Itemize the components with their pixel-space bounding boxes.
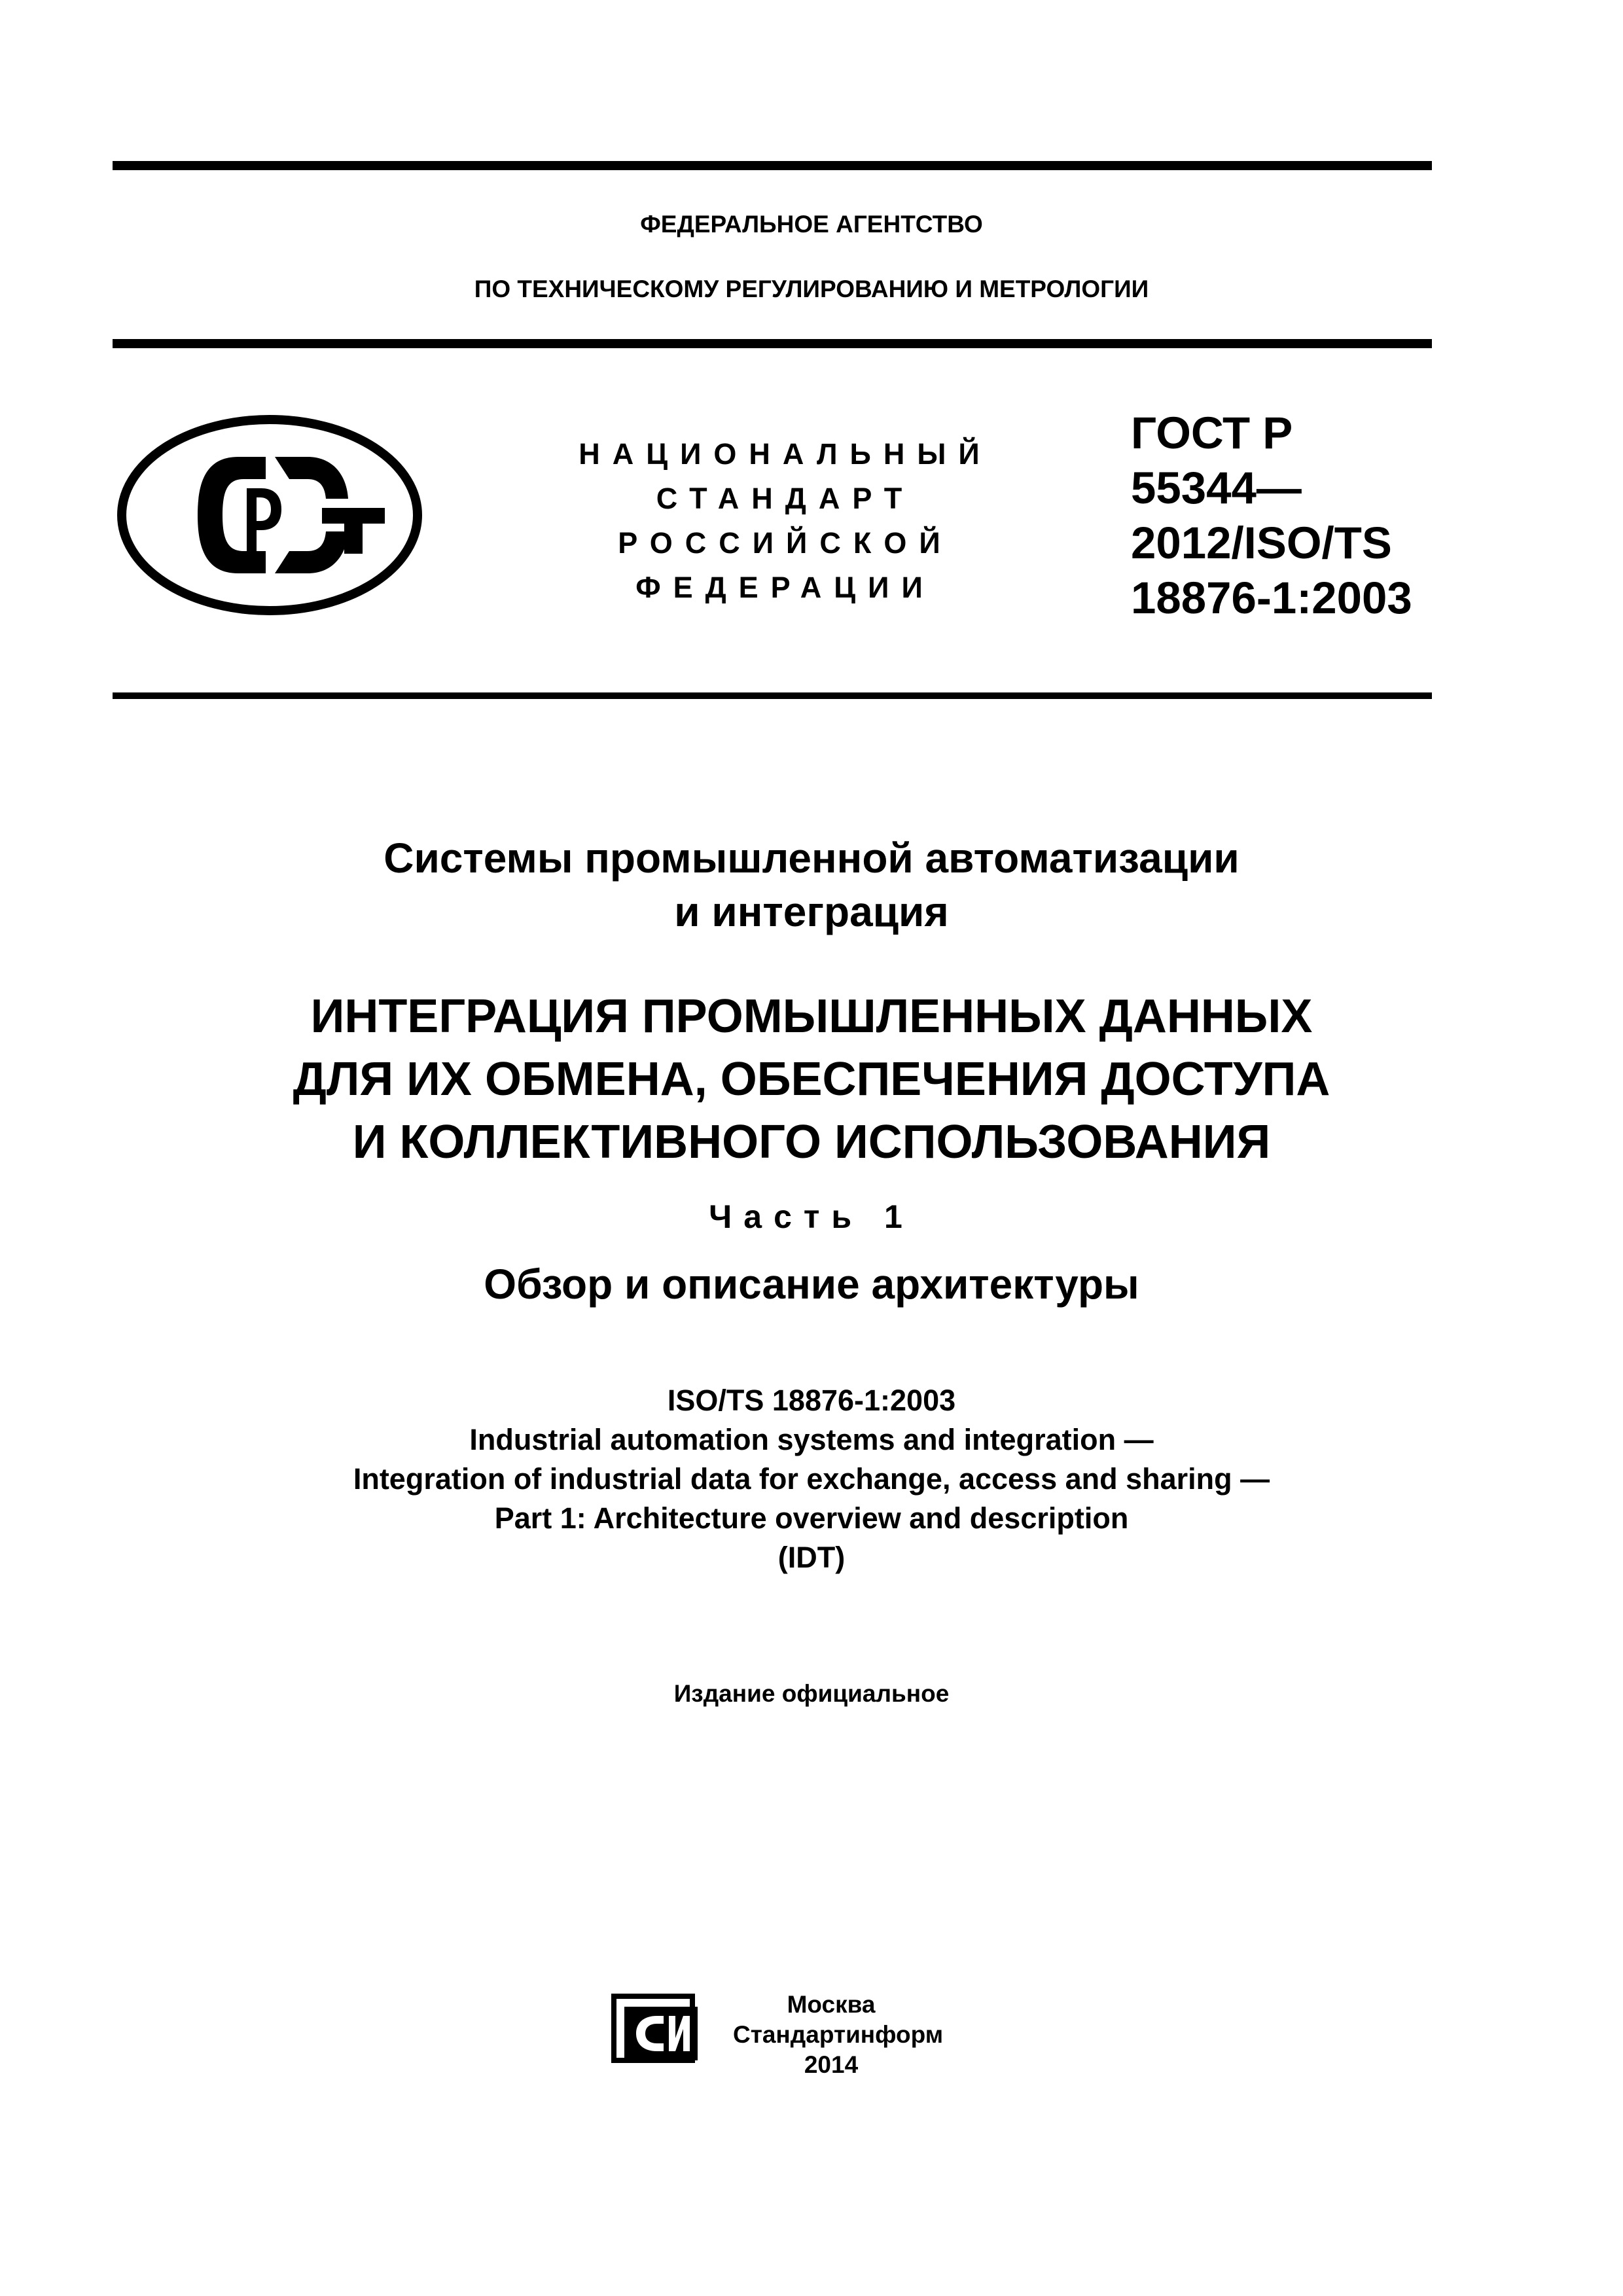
main-title-line: И КОЛЛЕКТИВНОГО ИСПОЛЬЗОВАНИЯ: [352, 1116, 1271, 1168]
general-title-line: и интеграция: [674, 888, 949, 935]
agency-name-line1: ФЕДЕРАЛЬНОЕ АГЕНТСТВО: [640, 211, 983, 238]
publication-year: 2014: [804, 2051, 859, 2078]
national-standard-line: НАЦИОНАЛЬНЫЙ: [579, 437, 992, 471]
gost-designation-line: 18876-1:2003: [1131, 573, 1412, 623]
iso-reference-line: Industrial automation systems and integration —: [469, 1423, 1154, 1456]
national-standard-line: СТАНДАРТ: [656, 482, 915, 515]
main-title-line: ДЛЯ ИХ ОБМЕНА, ОБЕСПЕЧЕНИЯ ДОСТУПА: [293, 1053, 1330, 1105]
general-title-line: Системы промышленной автоматизации: [383, 834, 1240, 882]
iso-reference-line: Part 1: Architecture overview and description: [494, 1501, 1129, 1535]
main-title-line: ИНТЕГРАЦИЯ ПРОМЫШЛЕННЫХ ДАННЫХ: [310, 990, 1313, 1043]
header-rule: [113, 339, 1432, 348]
publisher-city: Москва: [787, 1991, 876, 2018]
masthead-rule: [113, 692, 1432, 699]
iso-reference: [0, 1381, 1623, 1577]
publisher-info: [733, 1990, 944, 2080]
gost-designation-line: 55344—: [1131, 463, 1302, 513]
rst-logo-icon: [114, 411, 425, 619]
part-title: Обзор и описание архитектуры: [484, 1261, 1139, 1308]
gost-designation: [1131, 406, 1471, 626]
national-standard-line: ФЕДЕРАЦИИ: [635, 571, 935, 604]
gost-designation-line: ГОСТ Р: [1131, 408, 1293, 458]
national-standard-label: [563, 432, 1008, 610]
standartinform-logo-icon: [610, 1992, 705, 2068]
agency-name-line2: ПО ТЕХНИЧЕСКОМУ РЕГУЛИРОВАНИЮ И МЕТРОЛОГИИ: [474, 276, 1149, 302]
iso-reference-line: (IDT): [777, 1541, 846, 1574]
national-standard-line: РОССИЙСКОЙ: [618, 526, 953, 560]
iso-reference-line: Integration of industrial data for exchange, access and sharing —: [353, 1462, 1270, 1496]
main-title: [0, 985, 1623, 1174]
part-label: Часть 1: [709, 1198, 914, 1235]
top-rule: [113, 161, 1432, 170]
publisher-name: Стандартинформ: [733, 2021, 944, 2048]
gost-designation-line: 2012/ISO/TS: [1131, 518, 1392, 568]
general-title: [0, 831, 1623, 939]
iso-reference-line: ISO/TS 18876-1:2003: [667, 1384, 956, 1417]
edition-label: Издание официальное: [673, 1680, 950, 1707]
